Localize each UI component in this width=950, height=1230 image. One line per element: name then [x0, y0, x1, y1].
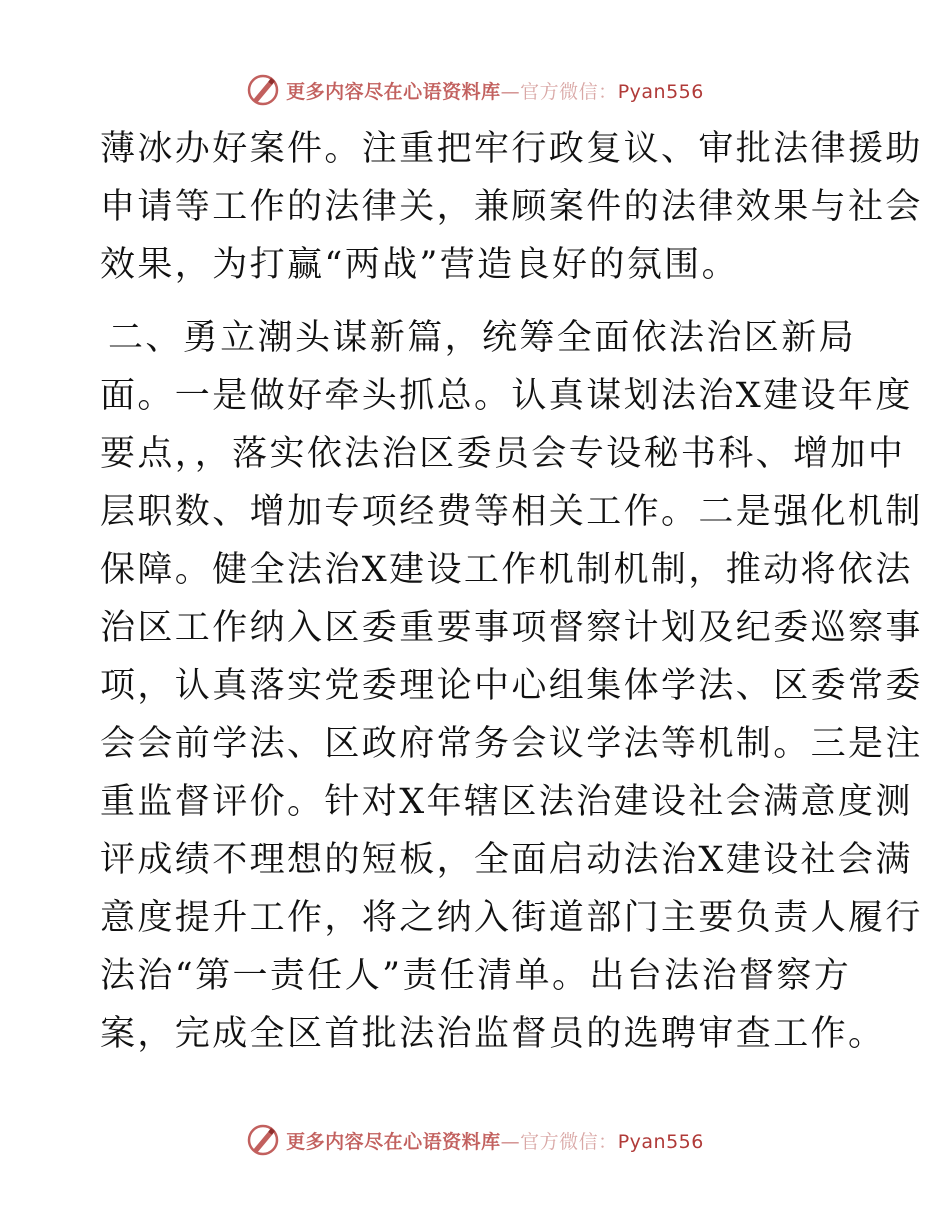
body-line: 重监督评价。针对X年辖区法治建设社会满意度测: [100, 782, 913, 822]
watermark-prefix: 更多内容尽在心语资料库: [286, 1130, 501, 1153]
watermark-dash: —: [500, 80, 521, 103]
watermark-text: [286, 1127, 704, 1154]
watermark-header: [0, 70, 950, 110]
pen-logo-icon: [246, 73, 280, 107]
body-line: 申请等工作的法律关，兼顾案件的法律效果与社会: [100, 187, 923, 227]
body-line: 面。一是做好牵头抓总。认真谋划法治X建设年度: [100, 376, 913, 416]
pen-logo-icon: [246, 1123, 280, 1157]
body-line: 项，认真落实党委理论中心组集体学法、区委常委: [100, 666, 923, 706]
watermark-text: [286, 77, 704, 104]
section-heading: 二、勇立潮头谋新篇，统筹全面依法治区新局: [108, 318, 857, 358]
body-line: 会会前学法、区政府常务会议学法等机制。三是注: [100, 724, 923, 764]
watermark-footer: [0, 1120, 950, 1160]
body-line: 层职数、增加专项经费等相关工作。二是强化机制: [100, 492, 923, 532]
watermark-dash: —: [500, 1130, 521, 1153]
watermark-handle: Pyan556: [617, 80, 704, 103]
watermark-handle: Pyan556: [617, 1130, 704, 1153]
body-line: 评成绩不理想的短板，全面启动法治X建设社会满: [100, 840, 913, 880]
watermark-prefix: 更多内容尽在心语资料库: [286, 80, 501, 103]
body-line: 治区工作纳入区委重要事项督察计划及纪委巡察事: [100, 608, 923, 648]
body-line: 保障。健全法治X建设工作机制机制，推动将依法: [100, 550, 913, 590]
body-line: 效果，为打赢“两战”营造良好的氛围。: [100, 245, 739, 285]
body-line: 法治“第一责任人”责任清单。出台法治督察方: [100, 956, 852, 996]
watermark-mid: 官方微信：: [520, 1130, 618, 1153]
body-line: 意度提升工作，将之纳入街道部门主要负责人履行: [100, 898, 923, 938]
body-line: 案，完成全区首批法治监督员的选聘审查工作。: [100, 1014, 886, 1054]
watermark-mid: 官方微信：: [520, 80, 618, 103]
body-line: 要点，，落实依法治区委员会专设秘书科、增加中: [100, 434, 906, 474]
body-line: 薄冰办好案件。注重把牢行政复议、审批法律援助: [100, 129, 923, 169]
